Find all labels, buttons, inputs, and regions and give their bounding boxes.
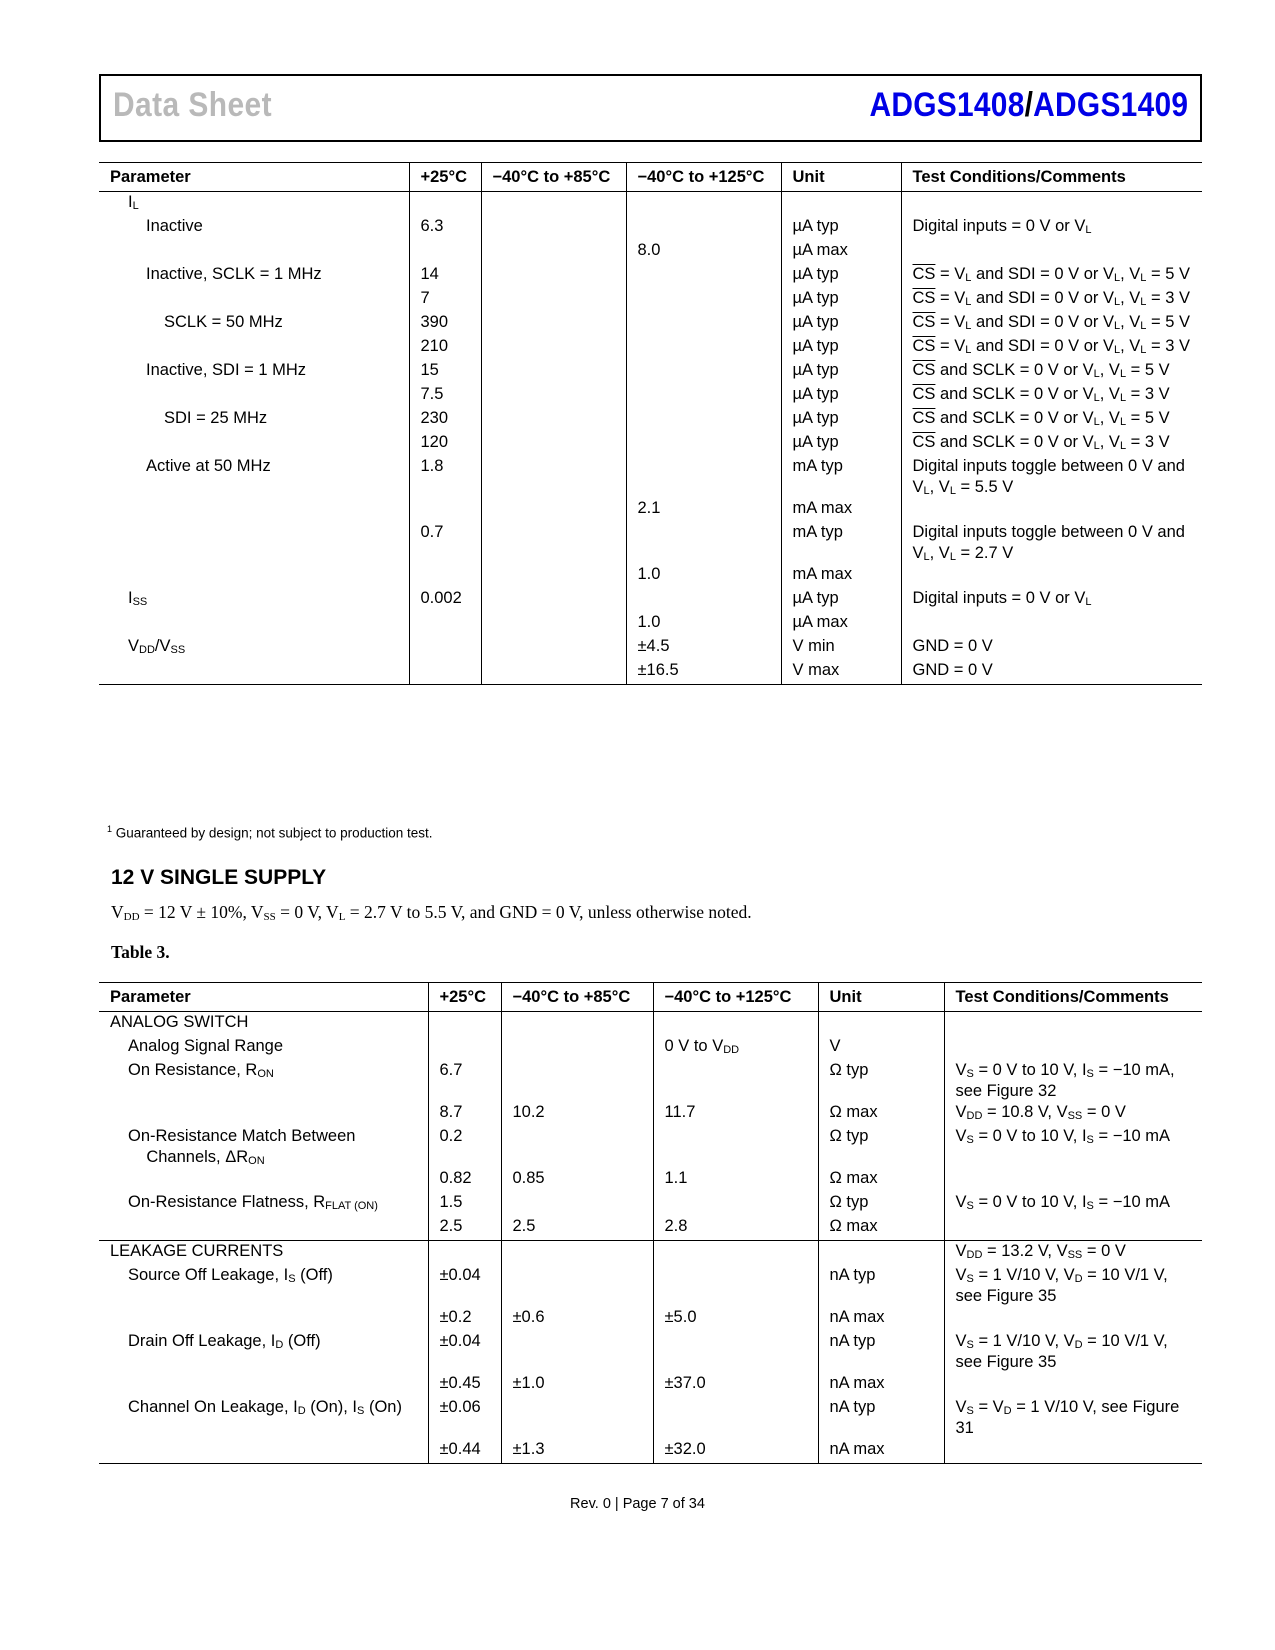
param-cell: On-Resistance Match Between Channels, $\Delta R_{ON}$: [128, 1127, 356, 1167]
cond-cell: $V_S = V_D = 1$ V/10 V, see Figure 31: [944, 1397, 1202, 1439]
unit-cell: µA typ: [781, 312, 901, 336]
part-link-adgs1408[interactable]: ADGS1408: [869, 86, 1025, 124]
table-row: [99, 1397, 1202, 1439]
value-cell: 1.1: [653, 1168, 818, 1192]
value-cell: 390: [409, 312, 481, 336]
value-cell: 8.7: [428, 1102, 501, 1126]
param-cell: $I_{SS}$: [128, 589, 148, 608]
col-header-25c: +25°C: [409, 163, 481, 192]
value-cell: 0.2: [428, 1126, 501, 1168]
param-cell: On-Resistance Flatness, $R_{FLAT (ON)}$: [128, 1193, 378, 1212]
table-row: [99, 660, 1202, 685]
unit-cell: mA max: [781, 564, 901, 588]
unit-cell: µA typ: [781, 216, 901, 240]
value-cell: 1.5: [428, 1192, 501, 1216]
unit-cell: nA typ: [818, 1331, 944, 1373]
table-row: [99, 1373, 1202, 1397]
value-cell: 2.5: [428, 1216, 501, 1241]
unit-cell: µA max: [781, 240, 901, 264]
table-row: [99, 1307, 1202, 1331]
unit-cell: µA typ: [781, 336, 901, 360]
param-cell: $I_L$: [128, 193, 139, 212]
col-header-25c: +25°C: [428, 983, 501, 1012]
value-cell: 0.82: [428, 1168, 501, 1192]
cond-cell: $\overline{CS} = V_L$ and SDI = 0 V or $V_L$, $V_L = 3$ V: [901, 336, 1202, 360]
page-header: [99, 74, 1202, 142]
cond-cell: Digital inputs = 0 V or $V_L$: [901, 588, 1202, 612]
param-cell: On Resistance, $R_{ON}$: [128, 1061, 274, 1080]
table-row: [99, 1168, 1202, 1192]
col-header-85c: −40°C to +85°C: [481, 163, 626, 192]
table-row: [99, 588, 1202, 612]
value-cell: ±16.5: [626, 660, 781, 685]
unit-cell: µA max: [781, 612, 901, 636]
table-row: [99, 192, 1202, 217]
table-row: [99, 498, 1202, 522]
param-cell: Channel On Leakage, $I_D$ (On), $I_S$ (On): [128, 1398, 402, 1417]
unit-cell: V: [818, 1036, 944, 1060]
col-header-125c: −40°C to +125°C: [626, 163, 781, 192]
table-row: [99, 384, 1202, 408]
doc-type-label: Data Sheet: [113, 86, 273, 124]
value-cell: 11.7: [653, 1102, 818, 1126]
cond-cell: $V_S = 0$ V to 10 V, $I_S = -10$ mA: [944, 1192, 1202, 1216]
param-cell: Analog Signal Range: [128, 1037, 284, 1055]
col-header-parameter: Parameter: [99, 983, 428, 1012]
param-cell: Inactive, SDI = 1 MHz: [146, 361, 307, 379]
value-cell: 0 V to $V_{DD}$: [653, 1036, 818, 1060]
value-cell: 7: [409, 288, 481, 312]
unit-cell: Ω max: [818, 1168, 944, 1192]
section-title: 12 V SINGLE SUPPLY: [111, 866, 327, 889]
unit-cell: nA typ: [818, 1397, 944, 1439]
value-cell: ±0.04: [428, 1331, 501, 1373]
unit-cell: µA typ: [781, 384, 901, 408]
table-row: [99, 1036, 1202, 1060]
cond-cell: Digital inputs = 0 V or $V_L$: [901, 216, 1202, 240]
cond-cell: $V_S = 0$ V to 10 V, $I_S = -10$ mA, see Figure 32: [944, 1060, 1202, 1102]
value-cell: 15: [409, 360, 481, 384]
table-row: [99, 1265, 1202, 1307]
unit-cell: µA typ: [781, 408, 901, 432]
cond-cell: Digital inputs toggle between 0 V and $V_L$, $V_L = 2.7$ V: [901, 522, 1202, 564]
cond-cell: $\overline{CS} = V_L$ and SDI = 0 V or $V_L$, $V_L = 5$ V: [901, 264, 1202, 288]
value-cell: 10.2: [501, 1102, 653, 1126]
table-row: [99, 408, 1202, 432]
unit-cell: Ω typ: [818, 1192, 944, 1216]
table-row: [99, 456, 1202, 498]
cond-cell: $\overline{CS} = V_L$ and SDI = 0 V or $V_L$, $V_L = 3$ V: [901, 288, 1202, 312]
unit-cell: V max: [781, 660, 901, 685]
unit-cell: µA typ: [781, 432, 901, 456]
col-header-parameter: Parameter: [99, 163, 409, 192]
table-row: [99, 612, 1202, 636]
value-cell: ±0.45: [428, 1373, 501, 1397]
unit-cell: µA typ: [781, 588, 901, 612]
table-header-row: [99, 983, 1202, 1012]
value-cell: 1.0: [626, 612, 781, 636]
cond-cell: $V_{DD} = 10.8$ V, $V_{SS} = 0$ V: [944, 1102, 1202, 1126]
value-cell: 14: [409, 264, 481, 288]
table-row: [99, 360, 1202, 384]
unit-cell: mA typ: [781, 456, 901, 498]
col-header-85c: −40°C to +85°C: [501, 983, 653, 1012]
table-row: [99, 1102, 1202, 1126]
value-cell: ±0.04: [428, 1265, 501, 1307]
unit-cell: µA typ: [781, 264, 901, 288]
page-footer: Rev. 0 | Page 7 of 34: [570, 1496, 705, 1512]
cond-cell: $\overline{CS}$ and SCLK = 0 V or $V_L$, $V_L = 5$ V: [901, 360, 1202, 384]
unit-cell: V min: [781, 636, 901, 660]
cond-cell: GND = 0 V: [901, 660, 1202, 685]
cond-cell: GND = 0 V: [901, 636, 1202, 660]
table-row: [99, 564, 1202, 588]
spec-table-3: [99, 982, 1202, 1464]
value-cell: ±0.6: [501, 1307, 653, 1331]
cond-cell: $V_S = 1$ V/10 V, $V_D = 10$ V/1 V, see Figure 35: [944, 1331, 1202, 1373]
cond-cell: $V_{DD} = 13.2$ V, $V_{SS} = 0$ V: [944, 1241, 1202, 1266]
spec-table-continued: [99, 162, 1202, 685]
value-cell: 1.0: [626, 564, 781, 588]
value-cell: 0.002: [409, 588, 481, 612]
unit-cell: µA typ: [781, 360, 901, 384]
cond-cell: Digital inputs toggle between 0 V and $V_L$, $V_L = 5.5$ V: [901, 456, 1202, 498]
value-cell: 7.5: [409, 384, 481, 408]
table-row: [99, 1439, 1202, 1464]
col-header-125c: −40°C to +125°C: [653, 983, 818, 1012]
unit-cell: mA max: [781, 498, 901, 522]
param-cell: Inactive, SCLK = 1 MHz: [146, 265, 322, 283]
table-row: [99, 240, 1202, 264]
param-cell: ANALOG SWITCH: [110, 1013, 249, 1031]
table-row: [99, 1331, 1202, 1373]
unit-cell: Ω typ: [818, 1060, 944, 1102]
value-cell: ±37.0: [653, 1373, 818, 1397]
part-separator: /: [1024, 86, 1033, 124]
table-row: [99, 312, 1202, 336]
section-conditions: $V_{DD} = 12$ V ± 10%, $V_{SS} = 0$ V, $V_L = 2.7$ V to 5.5 V, and GND = 0 V, unless otherwise noted.: [111, 902, 752, 923]
param-cell: SDI = 25 MHz: [164, 409, 268, 427]
value-cell: 6.3: [409, 216, 481, 240]
cond-cell: $\overline{CS}$ and SCLK = 0 V or $V_L$, $V_L = 3$ V: [901, 384, 1202, 408]
table-row: [99, 1216, 1202, 1241]
value-cell: 1.8: [409, 456, 481, 498]
value-cell: ±0.06: [428, 1397, 501, 1439]
table-row: [99, 432, 1202, 456]
unit-cell: mA typ: [781, 522, 901, 564]
table-row: [99, 1126, 1202, 1168]
value-cell: ±4.5: [626, 636, 781, 660]
value-cell: ±1.0: [501, 1373, 653, 1397]
footnote: $^1$ Guaranteed by design; not subject to production test.: [107, 824, 433, 841]
unit-cell: Ω max: [818, 1216, 944, 1241]
table-row: [99, 264, 1202, 288]
table-row: [99, 1012, 1202, 1037]
value-cell: 8.0: [626, 240, 781, 264]
value-cell: ±0.2: [428, 1307, 501, 1331]
value-cell: ±1.3: [501, 1439, 653, 1464]
table-row: [99, 1192, 1202, 1216]
part-link-adgs1409[interactable]: ADGS1409: [1032, 86, 1188, 124]
part-number-title: [869, 86, 1188, 125]
unit-cell: nA typ: [818, 1265, 944, 1307]
table-header-row: [99, 163, 1202, 192]
col-header-unit: Unit: [781, 163, 901, 192]
cond-cell: $V_S = 0$ V to 10 V, $I_S = -10$ mA: [944, 1126, 1202, 1168]
value-cell: 230: [409, 408, 481, 432]
value-cell: 210: [409, 336, 481, 360]
cond-cell: $\overline{CS}$ and SCLK = 0 V or $V_L$, $V_L = 5$ V: [901, 408, 1202, 432]
cond-cell: $\overline{CS}$ and SCLK = 0 V or $V_L$, $V_L = 3$ V: [901, 432, 1202, 456]
table-row: [99, 522, 1202, 564]
param-cell: Drain Off Leakage, $I_D$ (Off): [128, 1332, 321, 1351]
table-row: [99, 216, 1202, 240]
value-cell: 0.85: [501, 1168, 653, 1192]
param-cell: $V_{DD}/V_{SS}$: [128, 637, 186, 656]
col-header-conditions: Test Conditions/Comments: [944, 983, 1202, 1012]
table-row: [99, 336, 1202, 360]
param-cell: Source Off Leakage, $I_S$ (Off): [128, 1266, 333, 1285]
param-cell: SCLK = 50 MHz: [164, 313, 283, 331]
value-cell: 2.1: [626, 498, 781, 522]
unit-cell: nA max: [818, 1307, 944, 1331]
value-cell: 2.5: [501, 1216, 653, 1241]
value-cell: 0.7: [409, 522, 481, 564]
col-header-unit: Unit: [818, 983, 944, 1012]
value-cell: 120: [409, 432, 481, 456]
unit-cell: nA max: [818, 1439, 944, 1464]
param-cell: LEAKAGE CURRENTS: [99, 1241, 428, 1266]
value-cell: ±0.44: [428, 1439, 501, 1464]
value-cell: 6.7: [428, 1060, 501, 1102]
col-header-conditions: Test Conditions/Comments: [901, 163, 1202, 192]
table-row: [99, 288, 1202, 312]
unit-cell: Ω typ: [818, 1126, 944, 1168]
param-cell: Inactive: [146, 217, 203, 235]
unit-cell: nA max: [818, 1373, 944, 1397]
table-row: [99, 1241, 1202, 1266]
cond-cell: $V_S = 1$ V/10 V, $V_D = 10$ V/1 V, see Figure 35: [944, 1265, 1202, 1307]
value-cell: 2.8: [653, 1216, 818, 1241]
param-cell: Active at 50 MHz: [146, 457, 271, 475]
unit-cell: Ω max: [818, 1102, 944, 1126]
cond-cell: $\overline{CS} = V_L$ and SDI = 0 V or $V_L$, $V_L = 5$ V: [901, 312, 1202, 336]
value-cell: ±5.0: [653, 1307, 818, 1331]
unit-cell: µA typ: [781, 288, 901, 312]
value-cell: ±32.0: [653, 1439, 818, 1464]
table-caption: Table 3.: [111, 942, 170, 962]
table-row: [99, 636, 1202, 660]
table-row: [99, 1060, 1202, 1102]
